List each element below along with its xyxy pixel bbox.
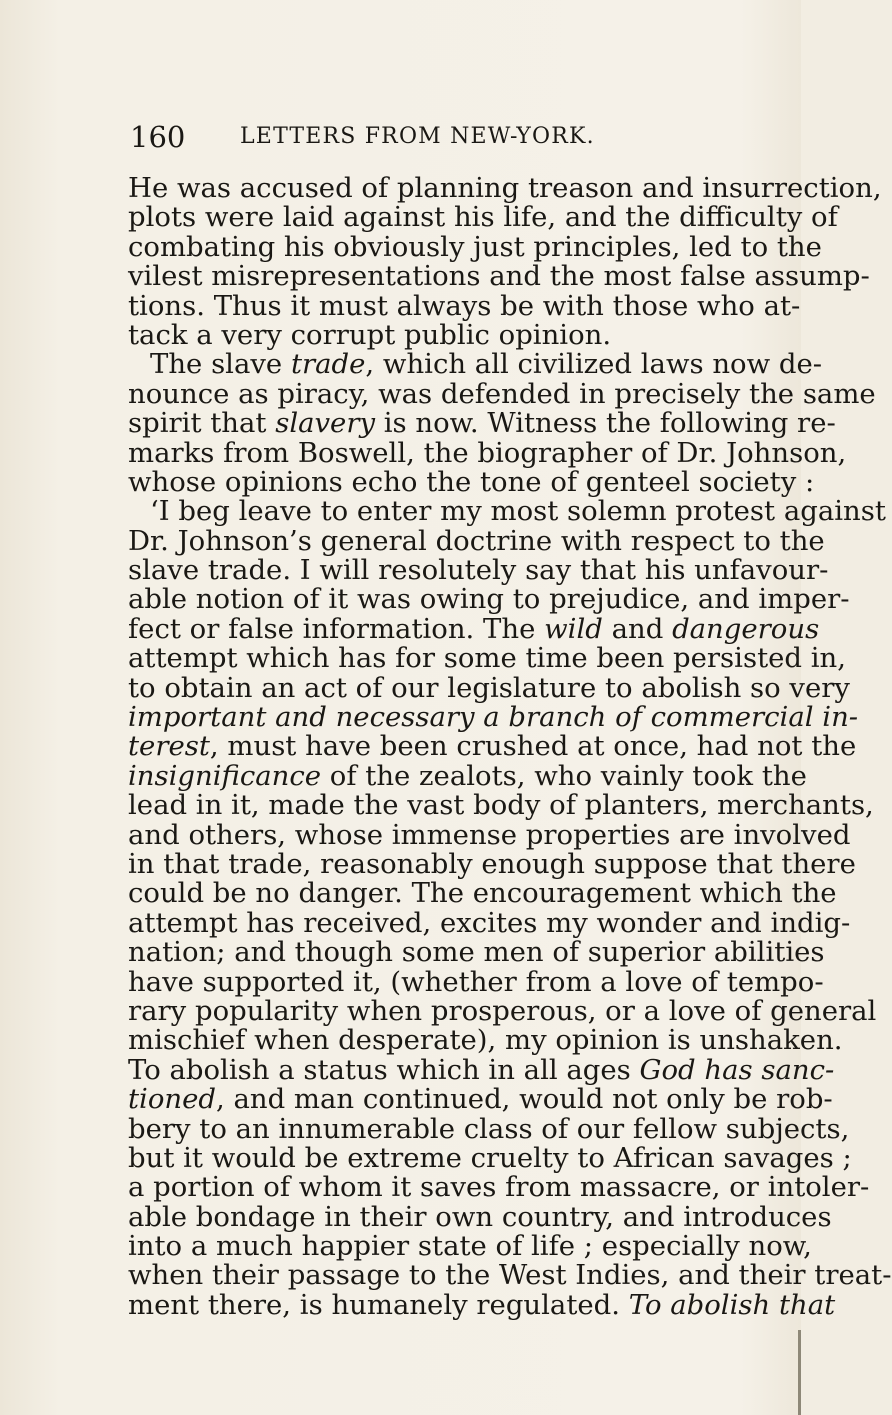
text-run: tions. Thus it must always be with those who at-	[128, 289, 801, 322]
text-line	[128, 495, 886, 528]
text-run: slave trade. I will resolutely say that his unfavour-	[128, 554, 829, 587]
text-run: attempt which has for some time been persisted in,	[128, 642, 846, 675]
italic-run: insignificance	[128, 759, 322, 792]
text-run: when their passage to the West Indies, and their treat-	[128, 1259, 892, 1292]
text-run: able bondage in their own country, and introduces	[128, 1200, 832, 1233]
text-run: To abolish a status which in all ages	[128, 1053, 640, 1086]
text-line	[128, 1288, 836, 1321]
text-run: , which all civilized laws now de-	[365, 348, 823, 381]
text-run: The slave	[150, 348, 291, 381]
page-number: 160	[130, 120, 186, 154]
text-line	[128, 436, 847, 469]
text-line	[128, 730, 857, 763]
body-text	[128, 172, 892, 1321]
text-line	[128, 965, 824, 998]
text-run: nounce as piracy, was defended in precisely the same	[128, 377, 876, 410]
text-line	[128, 407, 836, 440]
text-run: to obtain an act of our legislature to abolish so very	[128, 671, 850, 704]
text-run: whose opinions echo the tone of genteel society :	[128, 465, 815, 498]
italic-run: trade	[290, 348, 366, 381]
text-run: into a much happier state of life ; especially now,	[128, 1230, 812, 1263]
running-head: LETTERS FROM NEW-YORK.	[240, 124, 595, 149]
text-run: and	[602, 612, 673, 645]
text-line	[128, 201, 838, 234]
text-line	[128, 583, 850, 616]
text-line	[128, 1112, 850, 1145]
text-run: of the zealots, who vainly took the	[321, 759, 807, 792]
text-line	[128, 1141, 852, 1174]
text-line	[128, 1171, 870, 1204]
text-line	[128, 1024, 843, 1057]
italic-run: dangerous	[672, 612, 820, 645]
text-line	[128, 1053, 835, 1086]
italic-run: terest	[128, 730, 210, 763]
italic-run: slavery	[275, 407, 375, 440]
text-run: lead in it, made the vast body of planters, merchants,	[128, 789, 874, 822]
text-line	[128, 994, 877, 1027]
text-line	[128, 936, 825, 969]
text-run: , and man continued, would not only be rob-	[216, 1083, 833, 1116]
text-line	[128, 1259, 892, 1292]
text-run: marks from Boswell, the biographer of Dr. Johnson,	[128, 436, 847, 469]
text-run: and others, whose immense properties are involved	[128, 818, 851, 851]
text-run: but it would be extreme cruelty to African savages ;	[128, 1141, 852, 1174]
text-line	[128, 348, 823, 381]
text-run: He was accused of planning treason and insurrection,	[128, 172, 882, 204]
text-line	[128, 612, 820, 645]
text-line	[128, 318, 673, 351]
text-run: mischief when desperate), my opinion is unshaken.	[128, 1024, 843, 1057]
italic-run: To abolish that	[628, 1288, 836, 1321]
text-run: tack a very corrupt public opinion.	[128, 318, 612, 351]
text-line	[128, 230, 822, 263]
text-line	[128, 289, 801, 322]
text-run: bery to an innumerable class of our fellow subjects,	[128, 1112, 850, 1145]
text-line	[128, 906, 851, 939]
text-run: in that trade, reasonably enough suppose that there	[128, 847, 856, 880]
text-run: ment there, is humanely regulated.	[128, 1288, 629, 1321]
text-line	[128, 260, 870, 293]
text-run: ‘I beg leave to enter my most solemn protest against	[150, 495, 886, 528]
text-run: , must have been crushed at once, had not the	[209, 730, 857, 763]
text-line	[128, 554, 829, 587]
text-run: combating his obviously just principles, led to the	[128, 230, 822, 263]
italic-run: wild	[544, 612, 603, 645]
text-line	[128, 1083, 833, 1116]
italic-run: tioned	[128, 1083, 216, 1116]
text-run: fect or false information. The	[128, 612, 545, 645]
text-run: is now. Witness the following re-	[375, 407, 836, 440]
text-line	[128, 642, 846, 675]
text-run: spirit that	[128, 407, 276, 440]
text-line	[128, 877, 837, 910]
text-run: able notion of it was owing to prejudice, and imper-	[128, 583, 850, 616]
text-run: could be no danger. The encouragement which the	[128, 877, 837, 910]
text-line	[128, 759, 807, 792]
text-run: Dr. Johnson’s general doctrine with respect to the	[128, 524, 825, 557]
italic-run: important and necessary a branch of commercial in-	[128, 701, 859, 734]
italic-run: God has sanc-	[639, 1053, 835, 1086]
page-edge-shadow	[798, 1330, 801, 1415]
text-run: have supported it, (whether from a love of tempo-	[128, 965, 824, 998]
text-run: nation; and though some men of superior abilities	[128, 936, 825, 969]
text-line	[128, 671, 850, 704]
text-line	[128, 1230, 812, 1263]
text-run: vilest misrepresentations and the most false assump-	[128, 260, 870, 293]
text-line	[128, 1200, 832, 1233]
text-line	[128, 818, 851, 851]
text-line	[128, 789, 874, 822]
text-run: plots were laid against his life, and the difficulty of	[128, 201, 838, 234]
page-header	[130, 120, 670, 154]
text-run: attempt has received, excites my wonder and indig-	[128, 906, 851, 939]
text-line	[128, 465, 815, 498]
text-line	[128, 847, 856, 880]
text-run: rary popularity when prosperous, or a love of general	[128, 994, 877, 1027]
text-line	[128, 701, 859, 734]
text-line	[128, 377, 876, 410]
text-run: a portion of whom it saves from massacre, or intoler-	[128, 1171, 870, 1204]
text-line	[128, 524, 825, 557]
text-line	[128, 172, 882, 204]
